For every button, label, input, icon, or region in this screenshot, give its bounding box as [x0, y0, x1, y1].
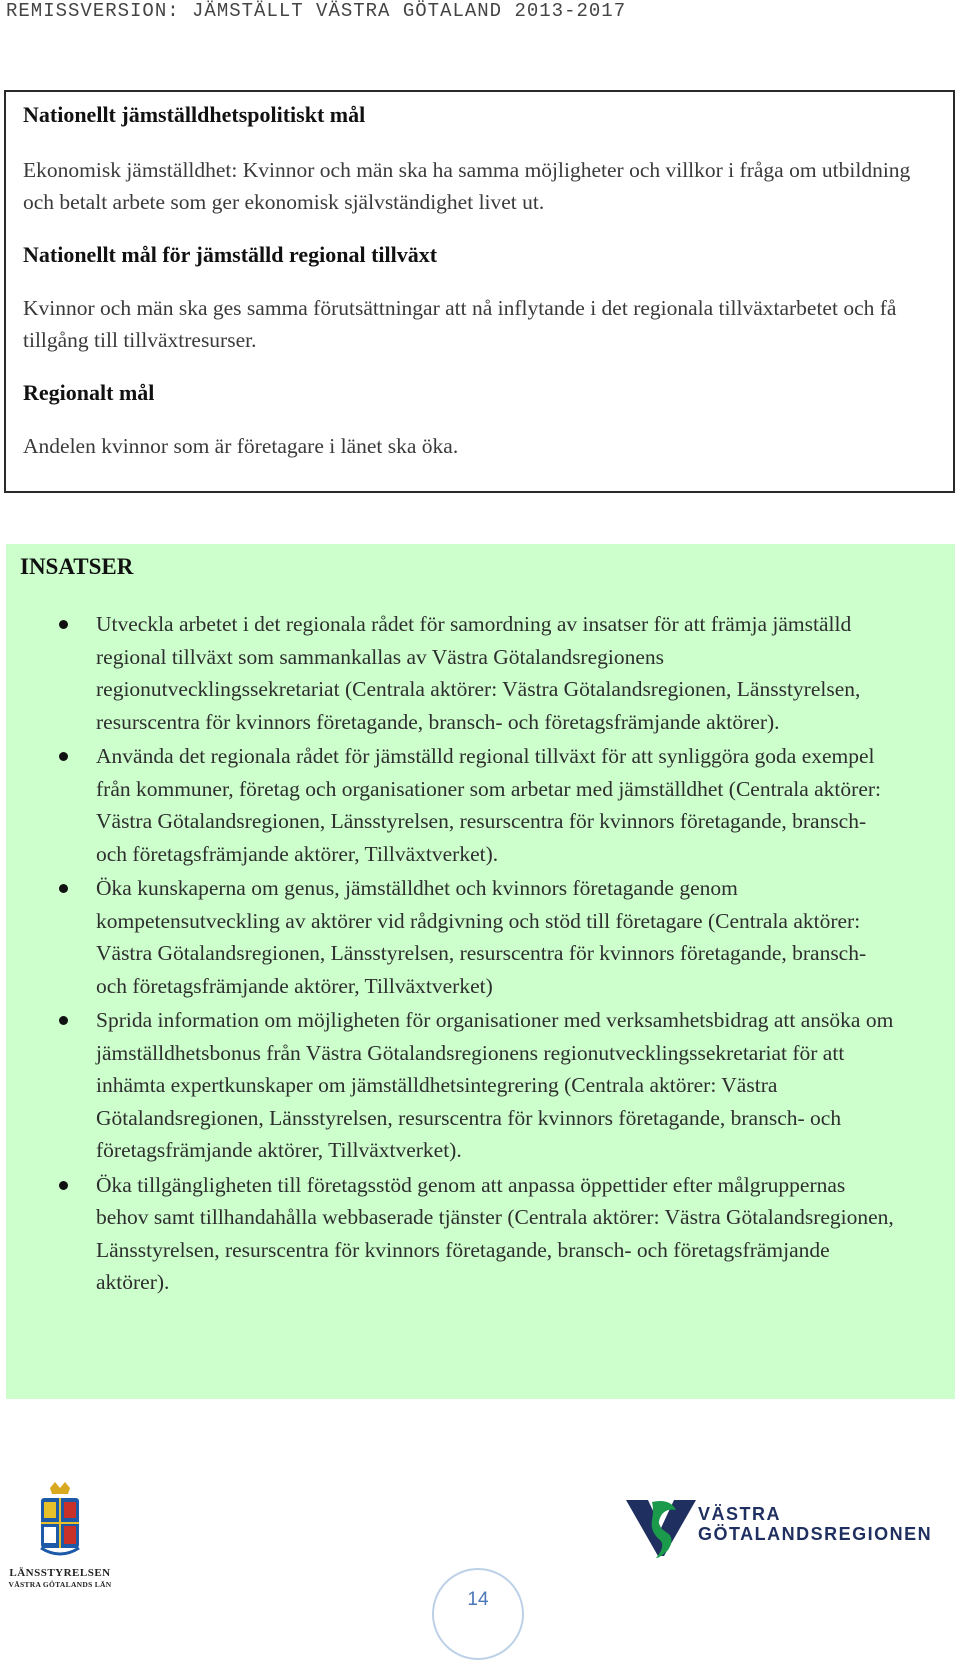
vgr-name-line1: VÄSTRA — [698, 1504, 782, 1524]
vgr-emblem-icon — [626, 1496, 696, 1562]
document-header: REMISSVERSION: JÄMSTÄLLT VÄSTRA GÖTALAND 2013-2017 — [6, 0, 627, 22]
bullet-icon — [59, 620, 68, 629]
lansstyrelsen-logo — [4, 1482, 116, 1592]
coat-of-arms-icon — [35, 1482, 85, 1562]
vgr-logo — [626, 1496, 933, 1566]
insatser-section — [6, 544, 955, 1399]
lansstyrelsen-name: LÄNSSTYRELSEN — [9, 1567, 111, 1579]
list-item — [6, 872, 896, 1002]
regional-goal-text: Andelen kvinnor som är företagare i länet ska öka. — [23, 434, 459, 458]
national-goal-text: Ekonomisk jämställdhet: Kvinnor och män ska ha samma möjligheter och villkor i fråga om utbildning och betalt arbete som ger ekonomisk självständighet livet ut. — [23, 158, 911, 214]
bullet-icon — [59, 884, 68, 893]
list-item-text: Öka tillgängligheten till företagsstöd genom att anpassa öppettider efter målgruppernas behov samt tillhandahålla webbaserade tjänster (Centrala aktörer: Västra Götalandsregionen, Länsstyrelsen, resurscentra för kvinnors företagande, bransch- och företagsfrämjande aktörer). — [96, 1172, 894, 1294]
regional-goal-heading: Regionalt mål — [23, 380, 155, 405]
bullet-icon — [59, 752, 68, 761]
insatser-list — [6, 608, 896, 1301]
growth-goal-heading: Nationellt mål för jämställd regional tillväxt — [23, 242, 438, 267]
list-item — [6, 1004, 896, 1167]
page-number: 14 — [432, 1568, 524, 1660]
list-item — [6, 608, 896, 738]
lansstyrelsen-subtitle: VÄSTRA GÖTALANDS LÄN — [8, 1580, 112, 1589]
list-item-text: Använda det regionala rådet för jämställd regional tillväxt för att synliggöra goda exempel från kommuner, företag och organisationer som arbetar med jämställdhet (Centrala aktörer: Västra Götalandsregionen, Länsstyrelsen, resurscentra för kvinnors företagande, bransch- och företagsfrämjande aktörer, Tillväxtverket). — [96, 744, 881, 866]
growth-goal-text: Kvinnor och män ska ges samma förutsättningar att nå inflytande i det regionala tillväxtarbetet och få tillgång till tillväxtresurser. — [23, 296, 897, 352]
vgr-name-line2: GÖTALANDSREGIONEN — [698, 1524, 933, 1544]
bullet-icon — [59, 1016, 68, 1025]
national-goal-heading: Nationellt jämställdhetspolitiskt mål — [23, 102, 366, 127]
list-item-text: Sprida information om möjligheten för organisationer med verksamhetsbidrag att ansöka om jämställdhetsbonus från Västra Götalandsregionens regionutvecklingssekretariat för att inhämta expertkunskaper om jämställdhetsintegrering (Centrala aktörer: Västra Götalandsregionen, Länsstyrelsen, resurscentra för kvinnors företagande, bransch- och företagsfrämjande aktörer, Tillväxtverket). — [96, 1008, 894, 1162]
goals-box — [4, 90, 955, 493]
insatser-title: INSATSER — [20, 554, 134, 579]
list-item — [6, 740, 896, 870]
list-item — [6, 1169, 896, 1299]
list-item-text: Öka kunskaperna om genus, jämställdhet och kvinnors företagande genom kompetensutveckling av aktörer vid rådgivning och stöd till företagare (Centrala aktörer: Västra Götalandsregionen, Länsstyrelsen, resurscentra för kvinnors företagande, bransch- och företagsfrämjande aktörer, Tillväxtverket) — [96, 876, 867, 998]
list-item-text: Utveckla arbetet i det regionala rådet för samordning av insatser för att främja jämställd regional tillväxt som sammankallas av Västra Götalandsregionens regionutvecklingssekretariat (Centrala aktörer: Västra Götalandsregionen, Länsstyrelsen, resurscentra för kvinnors företagande, bransch- och företagsfrämjande aktörer). — [96, 612, 861, 734]
bullet-icon — [59, 1181, 68, 1190]
